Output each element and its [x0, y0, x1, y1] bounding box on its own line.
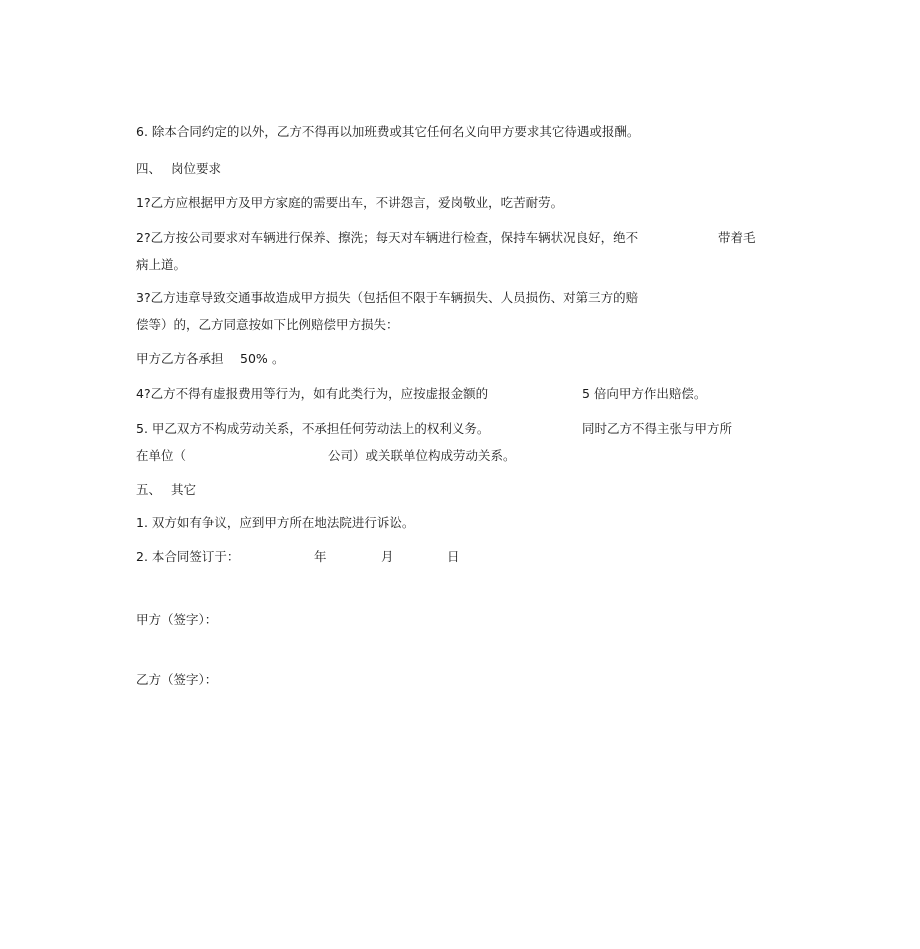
section-4-item-3-b: 偿等）的，乙方同意按如下比例赔偿甲方损失： [136, 317, 399, 332]
section-5-number: 五、 [136, 482, 162, 497]
section-4-item-5-b: 同时乙方不得主张与甲方所 [582, 421, 733, 436]
section-5-heading: 其它 [171, 482, 197, 497]
section-4-item-1: 1?乙方应根据甲方及甲方家庭的需要出车，不讲怨言，爱岗敬业，吃苦耐劳。 [136, 195, 564, 210]
section-4-item-5-d: 公司）或关联单位构成劳动关系。 [328, 448, 516, 463]
signing-date-day: 日 [447, 549, 460, 564]
section-4-number: 四、 [136, 161, 162, 176]
section-4-item-2-c: 病上道。 [136, 257, 187, 272]
section-4-item-4-a: 4?乙方不得有虚报费用等行为，如有此类行为，应按虚报金额的 [136, 386, 489, 401]
section-4-item-5-a: 5. 甲乙双方不构成劳动关系，不承担任何劳动法上的权利义务。 [136, 421, 490, 436]
section-4-heading: 岗位要求 [171, 161, 222, 176]
party-b-signature: 乙方（签字）： [136, 672, 218, 687]
section-4-item-3-a: 3?乙方违章导致交通事故造成甲方损失（包括但不限于车辆损失、人员损伤、对第三方的赔 [136, 290, 639, 305]
section-4-item-2-a: 2?乙方按公司要求对车辆进行保养、擦洗；每天对车辆进行检查，保持车辆状况良好，绝不 [136, 230, 639, 245]
signing-date-label: 2. 本合同签订于： [136, 549, 240, 564]
ratio-end: 。 [272, 351, 285, 366]
clause-6: 6. 除本合同约定的以外，乙方不得再以加班费或其它任何名义向甲方要求其它待遇或报酬。 [136, 124, 640, 139]
section-4-item-4-b: 5 倍向甲方作出赔偿。 [582, 386, 707, 401]
section-5-item-1: 1. 双方如有争议，应到甲方所在地法院进行诉讼。 [136, 515, 415, 530]
party-a-signature: 甲方（签字）： [136, 612, 218, 627]
section-4-item-5-c: 在单位（ [136, 448, 187, 463]
ratio-text: 甲方乙方各承担 [136, 351, 224, 366]
ratio-value: 50% [240, 351, 268, 366]
section-4-item-2-b: 带着毛 [718, 230, 756, 245]
signing-date-year: 年 [314, 549, 327, 564]
signing-date-month: 月 [381, 549, 394, 564]
